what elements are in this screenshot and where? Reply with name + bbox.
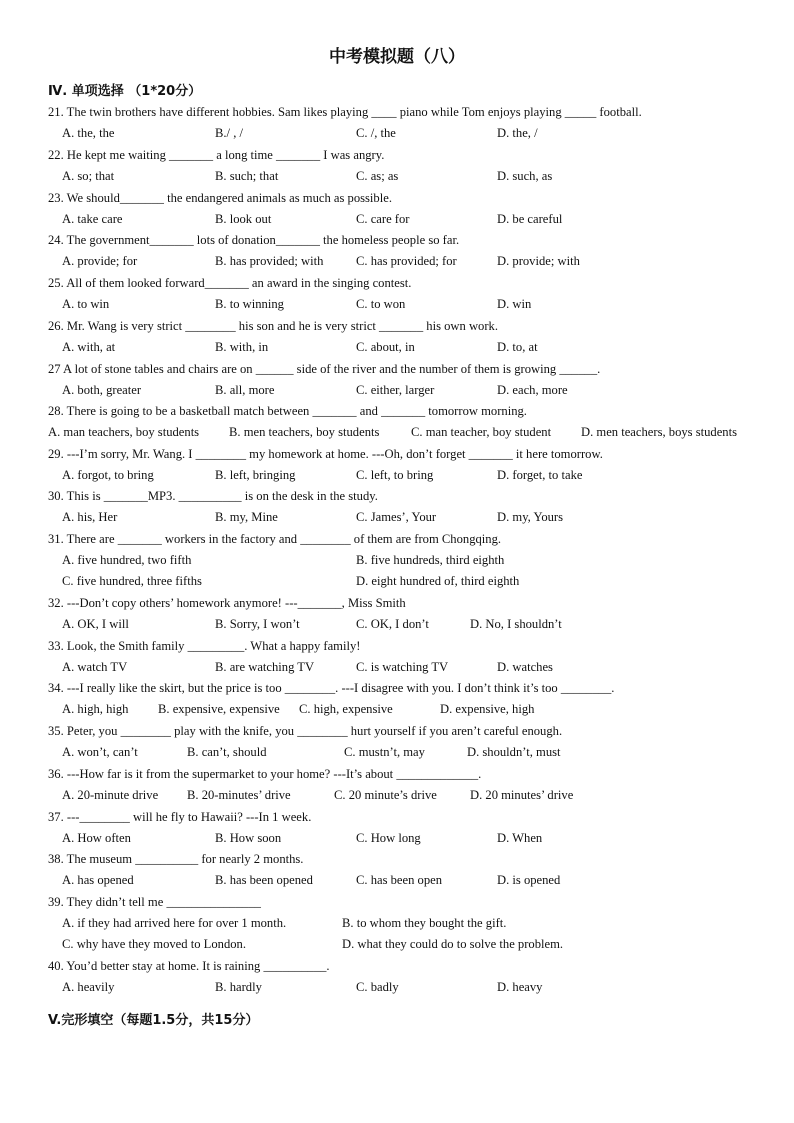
option-b: B. Sorry, I won’t <box>215 617 300 631</box>
option-c: C. why have they moved to London. <box>62 937 246 951</box>
option-d: D. be careful <box>497 212 563 226</box>
question-40-stem: 40. You’d better stay at home. It is raining __________. <box>48 959 330 973</box>
option-c: C. has been open <box>356 873 443 887</box>
question-37-stem: 37. ---________ will he fly to Hawaii? ---In 1 week. <box>48 810 312 824</box>
option-d: D. such, as <box>497 169 553 183</box>
option-a: A. OK, I will <box>62 617 129 631</box>
question-34-options <box>62 699 762 719</box>
option-c: C. How long <box>356 831 421 845</box>
option-c: C. has provided; for <box>356 254 457 268</box>
question-31-options <box>62 550 762 570</box>
option-a: A. with, at <box>62 340 116 354</box>
question-39-options <box>62 913 762 933</box>
option-c: C. to won <box>356 297 406 311</box>
option-a: A. watch TV <box>62 660 128 674</box>
option-b: B. to winning <box>215 297 284 311</box>
option-c: C. high, expensive <box>299 702 393 716</box>
question-36-options <box>62 785 762 805</box>
option-c: C. as; as <box>356 169 399 183</box>
option-d: D. what they could do to solve the problem. <box>342 937 564 951</box>
question-33-options <box>62 657 762 677</box>
option-b: B. has provided; with <box>215 254 324 268</box>
option-a: A. man teachers, boy students <box>48 425 200 439</box>
option-a: A. the, the <box>62 126 115 140</box>
option-d: D. my, Yours <box>497 510 564 524</box>
question-34-stem: 34. ---I really like the skirt, but the price is too ________. ---I disagree with you. I don’t think it’s too ________. <box>48 681 615 695</box>
option-c: C. man teacher, boy student <box>411 425 552 439</box>
option-d: D. each, more <box>497 383 568 397</box>
question-25-stem: 25. All of them looked forward_______ an award in the singing contest. <box>48 276 412 290</box>
question-35-options <box>62 742 762 762</box>
option-b: B. expensive, expensive <box>158 702 280 716</box>
question-23-options <box>62 209 762 229</box>
question-22-stem: 22. He kept me waiting _______ a long time _______ I was angry. <box>48 148 385 162</box>
option-a: A. his, Her <box>62 510 118 524</box>
section-heading-cloze: V.完形填空（每题1.5分，共15分） <box>48 1013 259 1028</box>
option-c: C. care for <box>356 212 410 226</box>
option-b: B./ , / <box>215 126 243 140</box>
option-b: B. all, more <box>215 383 275 397</box>
option-d: D. provide; with <box>497 254 580 268</box>
option-c: C. about, in <box>356 340 415 354</box>
question-39-options <box>62 934 762 954</box>
option-c: C. mustn’t, may <box>344 745 425 759</box>
option-b: B. look out <box>215 212 272 226</box>
option-d: D. is opened <box>497 873 561 887</box>
option-a: A. to win <box>62 297 110 311</box>
question-24-stem: 24. The government_______ lots of donation_______ the homeless people so far. <box>48 233 460 247</box>
option-a: A. 20-minute drive <box>62 788 159 802</box>
option-a: A. forgot, to bring <box>62 468 154 482</box>
question-31-options <box>62 571 762 591</box>
option-d: D. to, at <box>497 340 538 354</box>
option-b: B. How soon <box>215 831 282 845</box>
option-d: D. forget, to take <box>497 468 583 482</box>
option-b: B. to whom they bought the gift. <box>342 916 507 930</box>
option-c: C. left, to bring <box>356 468 434 482</box>
question-32-stem: 32. ---Don’t copy others’ homework anymore! ---_______, Miss Smith <box>48 596 406 610</box>
option-d: D. shouldn’t, must <box>467 745 561 759</box>
option-d: D. win <box>497 297 532 311</box>
option-b: B. hardly <box>215 980 262 994</box>
option-b: B. such; that <box>215 169 279 183</box>
option-d: D. watches <box>497 660 553 674</box>
option-a: A. heavily <box>62 980 115 994</box>
question-26-stem: 26. Mr. Wang is very strict ________ his son and he is very strict _______ his own work. <box>48 319 498 333</box>
question-21-options <box>62 123 762 143</box>
option-a: A. has opened <box>62 873 134 887</box>
option-c: C. OK, I don’t <box>356 617 429 631</box>
question-33-stem: 33. Look, the Smith family _________. What a happy family! <box>48 639 361 653</box>
question-31-stem: 31. There are _______ workers in the factory and ________ of them are from Chongqing. <box>48 532 502 546</box>
question-39-stem: 39. They didn’t tell me _______________ <box>48 895 261 909</box>
option-d: D. heavy <box>497 980 543 994</box>
question-24-options <box>62 251 762 271</box>
option-d: D. eight hundred of, third eighth <box>356 574 520 588</box>
question-30-options <box>62 507 762 527</box>
option-c: C. 20 minute’s drive <box>334 788 437 802</box>
question-26-options <box>62 337 762 357</box>
option-b: B. has been opened <box>215 873 313 887</box>
option-a: A. if they had arrived here for over 1 month. <box>62 916 287 930</box>
option-b: B. 20-minutes’ drive <box>187 788 291 802</box>
page-title: 中考模拟题（八） <box>329 47 465 67</box>
option-a: A. so; that <box>62 169 115 183</box>
option-a: A. five hundred, two fifth <box>62 553 192 567</box>
question-28-stem: 28. There is going to be a basketball match between _______ and _______ tomorrow morning. <box>48 404 527 418</box>
question-38-stem: 38. The museum __________ for nearly 2 months. <box>48 852 304 866</box>
option-b: B. my, Mine <box>215 510 278 524</box>
option-d: D. 20 minutes’ drive <box>470 788 574 802</box>
option-d: D. expensive, high <box>440 702 535 716</box>
question-21-stem: 21. The twin brothers have different hobbies. Sam likes playing ____ piano while Tom enjoys playing _____ football. <box>48 105 642 119</box>
question-22-options <box>62 166 762 186</box>
option-a: A. take care <box>62 212 123 226</box>
question-40-options <box>62 977 762 997</box>
option-d: D. No, I shouldn’t <box>470 617 562 631</box>
option-c: C. is watching TV <box>356 660 449 674</box>
option-c: C. badly <box>356 980 399 994</box>
question-30-stem: 30. This is _______MP3. __________ is on the desk in the study. <box>48 489 378 503</box>
option-c: C. James’, Your <box>356 510 437 524</box>
option-b: B. with, in <box>215 340 269 354</box>
option-b: B. can’t, should <box>187 745 267 759</box>
question-27-options <box>62 380 762 400</box>
section-heading-single-choice: Ⅳ. 单项选择 （1*20分） <box>48 84 202 99</box>
question-29-stem: 29. ---I’m sorry, Mr. Wang. I ________ my homework at home. ---Oh, don’t forget _______ it here tomorrow. <box>48 447 603 461</box>
option-b: B. five hundreds, third eighth <box>356 553 505 567</box>
option-d: D. men teachers, boys students <box>581 425 737 439</box>
question-27-stem: 27 A lot of stone tables and chairs are on ______ side of the river and the number of them is growing ______. <box>48 362 601 376</box>
question-35-stem: 35. Peter, you ________ play with the knife, you ________ hurt yourself if you aren’t careful enough. <box>48 724 563 738</box>
option-a: A. won’t, can’t <box>62 745 138 759</box>
question-25-options <box>62 294 762 314</box>
question-38-options <box>62 870 762 890</box>
option-b: B. left, bringing <box>215 468 296 482</box>
option-d: D. When <box>497 831 543 845</box>
question-32-options <box>62 614 762 634</box>
option-c: C. /, the <box>356 126 396 140</box>
option-a: A. provide; for <box>62 254 138 268</box>
option-c: C. either, larger <box>356 383 435 397</box>
question-37-options <box>62 828 762 848</box>
question-28-options <box>48 422 748 442</box>
option-d: D. the, / <box>497 126 538 140</box>
option-c: C. five hundred, three fifths <box>62 574 202 588</box>
option-a: A. both, greater <box>62 383 142 397</box>
question-23-stem: 23. We should_______ the endangered animals as much as possible. <box>48 191 392 205</box>
question-36-stem: 36. ---How far is it from the supermarket to your home? ---It’s about _____________. <box>48 767 482 781</box>
option-a: A. high, high <box>62 702 129 716</box>
option-b: B. men teachers, boy students <box>229 425 380 439</box>
option-b: B. are watching TV <box>215 660 315 674</box>
question-29-options <box>62 465 762 485</box>
option-a: A. How often <box>62 831 131 845</box>
